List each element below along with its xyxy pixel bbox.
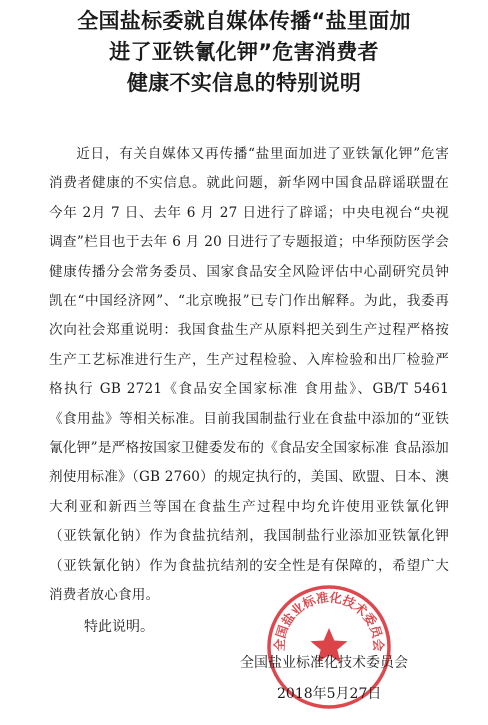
- body-line: 心食用。: [104, 587, 160, 604]
- body-line: 近日，有关自媒体又再传播“盐里面加进了亚铁氰化钾”危害消: [49, 146, 449, 192]
- body-line: 日本、澳大利亚和新西兰等国在食盐生产过程中均允许使用亚铁氰化: [49, 469, 449, 515]
- signature-date: 2018年5月27日: [277, 686, 382, 702]
- body-paragraph: [49, 140, 449, 611]
- document-title: [0, 6, 488, 99]
- body-line: 用盐》、GB/T 5461《食用盐》等相关标准。目前我国制盐行业在食盐: [49, 381, 449, 427]
- closing-remark: 特此说明。: [84, 619, 154, 635]
- signature-organization: 全国盐业标准化技术委员会: [240, 655, 408, 671]
- body-line: 委员、国家食品安全风险评估中心副研究员钟凯在“中国经济网”、“北: [49, 263, 449, 310]
- document-body: [49, 140, 449, 611]
- body-line: 京晚报”已专门作出解释。为此，我委再次向社会郑重说明：我国食: [49, 293, 449, 339]
- title-line-1: 全国盐标委就自媒体传播“盐里面加: [77, 9, 411, 33]
- body-line: 铁氰化钠）作为食盐抗结剂的安全性是有保障的，希望广大消费者放: [49, 557, 449, 604]
- body-line: 标准 食品添加剂使用标准》（GB 2760）的规定执行的，美国、欧盟、: [49, 440, 449, 486]
- body-line: 盐生产从原料把关到生产过程严格按生产工艺标准进行生产，生产过: [49, 322, 450, 368]
- body-line: 费者健康的不实信息。就此问题，新华网中国食品辟谣联盟在今年 2: [49, 175, 449, 221]
- body-line: 月 7 日、去年 6 月 27 日进行了辟谣；中央电视台“央视调查”栏目也: [49, 204, 449, 251]
- title-line-2: 进了亚铁氰化钾”危害消费者: [109, 40, 379, 64]
- seal-text: 全国盐业标准化技术委员会: [271, 589, 387, 652]
- body-line: 程检验、入库检验和出厂检验严格执行 GB 2721《食品安全国家标准 食: [49, 351, 449, 398]
- title-line-3: 健康不实信息的特别说明: [126, 71, 362, 95]
- body-line: 钾（亚铁氰化钠）作为食盐抗结剂，我国制盐行业添加亚铁氰化钾（亚: [49, 498, 449, 574]
- body-line: 于去年 6 月 20 日进行了专题报道；中华预防医学会健康传播分会常务: [49, 234, 449, 280]
- body-line: 中添加的“亚铁氰化钾”是严格按国家卫健委发布的《食品安全国家: [49, 410, 449, 457]
